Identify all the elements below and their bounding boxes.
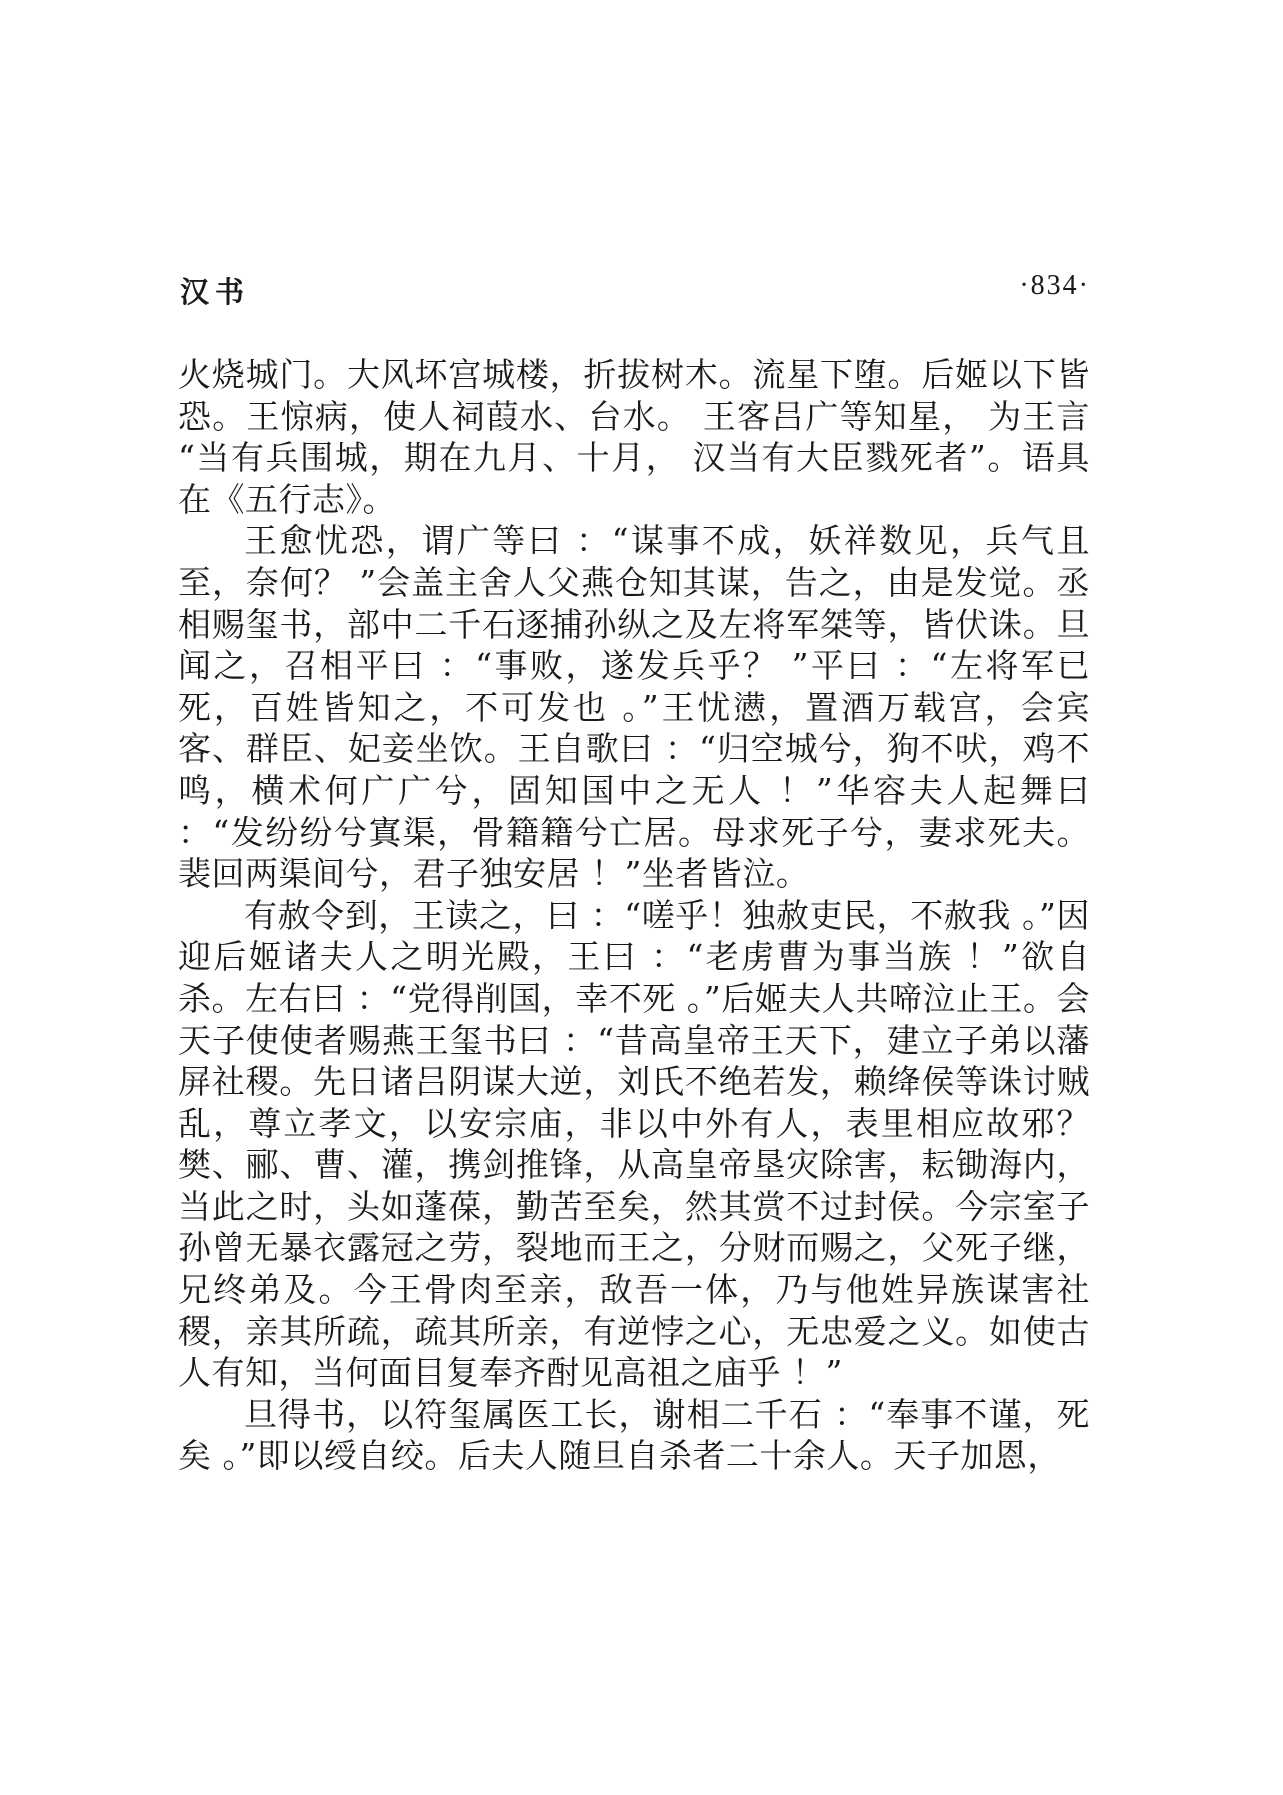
- paragraph-3: 有赦令到，王读之，曰 ：“嗟乎！独赦吏民，不赦我 。”因迎后姬诸夫人之明光殿，王曰 ：“老虏曹为事当族 ！”欲自杀。左右曰 ：“党得削国，幸不死 。”后姬夫人共啼泣止王。会天子使使者赐燕王玺书曰 ：“昔高皇帝王天下，建立子弟以藩屏社稷。先日诸吕阴谋大逆，刘氏不绝若发，赖绛侯等诛讨贼乱，尊立孝文，以安宗庙，非以中外有人，表里相应故邪？樊、郦、曹、灌，携剑推锋，从高皇帝垦灾除害，耘锄海内，当此之时，头如蓬葆，勤苦至矣，然其赏不过封侯。今宗室子孙曾无暴衣露冠之劳，裂地而王之，分财而赐之，父死子继，兄终弟及。今王骨肉至亲，敌吾一体，乃与他姓异族谋害社稷，亲其所疏，疏其所亲，有逆悖之心，无忠爱之义。如使古人有知，当何面目复奉齐酎见高祖之庙乎 ！”: [178, 895, 1090, 1393]
- page-header: [178, 270, 1090, 310]
- paragraph-2: 王愈忧恐，谓广等曰 ：“谋事不成，妖祥数见，兵气且至，奈何？ ”会盖主舍人父燕仓知其谋，告之，由是发觉。丞相赐玺书，部中二千石逐捕孙纵之及左将军桀等，皆伏诛。旦闻之，召相平曰 ：“事败，遂发兵乎？ ”平曰 ：“左将军已死，百姓皆知之，不可发也 。”王忧懑，置酒万载宫，会宾客、群臣、妃妾坐饮。王自歌曰 ：“归空城兮，狗不吠，鸡不鸣，横术何广广兮，固知国中之无人 ！”华容夫人起舞曰 ：“发纷纷兮寘渠，骨籍籍兮亡居。母求死子兮，妻求死夫。裴回两渠间兮，君子独安居 ！”坐者皆泣。: [178, 521, 1090, 894]
- book-title: 汉书: [180, 275, 251, 309]
- paragraph-1: 火烧城门。大风坏宫城楼，折拔树木。流星下堕。后姬以下皆恐。王惊病，使人祠葭水、台水。 王客吕广等知星， 为王言 “当有兵围城，期在九月、十月， 汉当有大臣戮死者”。语具在《五行志》。: [178, 355, 1090, 519]
- paragraph-4: 旦得书，以符玺属医工长，谢相二千石 ：“奉事不谨，死矣 。”即以绶自绞。后夫人随旦自杀者二十余人。天子加恩，: [178, 1394, 1090, 1476]
- body-text: [178, 354, 1090, 1477]
- page-number: ·834·: [1019, 270, 1090, 301]
